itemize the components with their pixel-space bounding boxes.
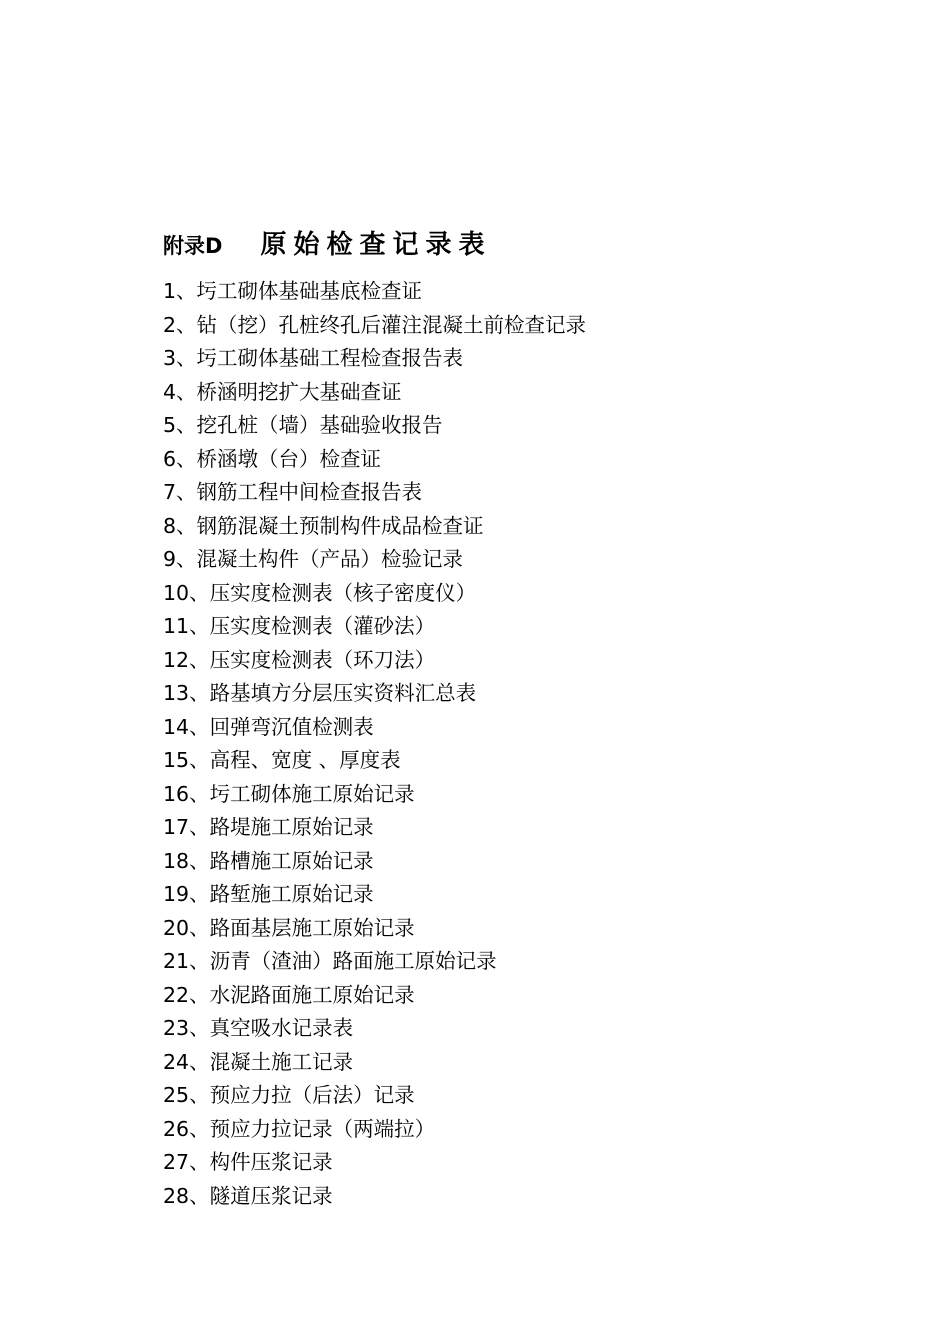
list-item: 1、圬工砌体基础基底检查证 (163, 279, 423, 303)
list-item: 10、压实度检测表（核子密度仪） (163, 580, 477, 605)
list-item: 17、路堤施工原始记录 (163, 815, 374, 839)
page-title: 原始检查记录表 (260, 230, 492, 260)
list-item: 9、混凝土构件（产品）检验记录 (163, 547, 464, 571)
list-item: 15、高程、宽度 、厚度表 (163, 748, 401, 772)
list-item: 5、挖孔桩（墙）基础验收报告 (163, 413, 443, 437)
list-item: 19、路堑施工原始记录 (163, 882, 374, 906)
list-item: 27、构件压浆记录 (163, 1150, 333, 1174)
list-item: 22、水泥路面施工原始记录 (163, 982, 415, 1007)
list-item: 18、路槽施工原始记录 (163, 848, 374, 873)
list-item: 26、预应力拉记录（两端拉） (163, 1116, 436, 1141)
list-item: 7、钢筋工程中间检查报告表 (163, 480, 423, 504)
list-item: 23、真空吸水记录表 (163, 1016, 354, 1040)
list-item: 24、混凝土施工记录 (163, 1049, 354, 1074)
list-item: 3、圬工砌体基础工程检查报告表 (163, 346, 464, 370)
list-item: 11、压实度检测表（灌砂法） (163, 614, 436, 638)
list-item: 6、桥涵墩（台）检查证 (163, 446, 382, 471)
list-item: 4、桥涵明挖扩大基础查证 (163, 379, 402, 404)
list-item: 8、钢筋混凝土预制构件成品检查证 (163, 513, 484, 538)
appendix-heading (163, 224, 491, 260)
list-item: 28、隧道压浆记录 (163, 1183, 333, 1208)
list-item: 13、路基填方分层压实资料汇总表 (163, 681, 477, 705)
list-item: 21、沥青（渣油）路面施工原始记录 (163, 949, 497, 973)
list-item: 16、圬工砌体施工原始记录 (163, 781, 415, 806)
list-item: 25、预应力拉（后法）记录 (163, 1083, 415, 1107)
list-item: 20、路面基层施工原始记录 (163, 915, 415, 940)
list-item: 14、回弹弯沉值检测表 (163, 714, 374, 739)
list-item: 12、压实度检测表（环刀法） (163, 647, 436, 672)
appendix-label: 附录D (163, 234, 223, 258)
record-list (163, 275, 586, 1213)
list-item: 2、钻（挖）孔桩终孔后灌注混凝土前检查记录 (163, 312, 587, 337)
